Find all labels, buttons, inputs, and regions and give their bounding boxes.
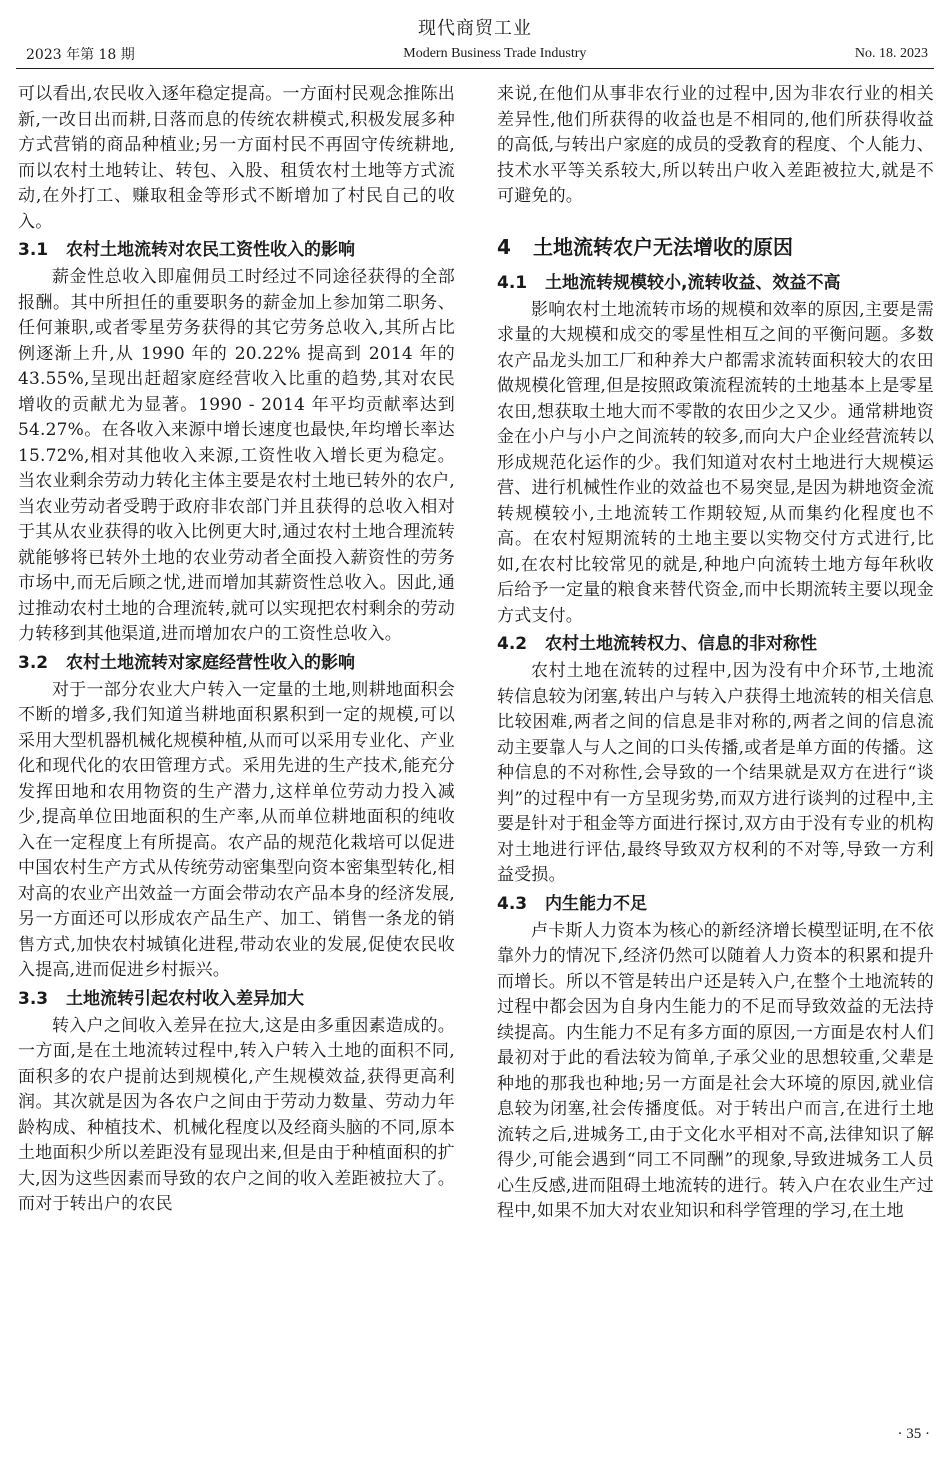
section-heading-4-2 [497,629,934,659]
paragraph: 对于一部分农业大户转入一定量的土地,则耕地面积会不断的增多,我们知道当耕地面积累积到一定的规模,可以采用大型机器机械化规模种植,从而可以采用专业化、产业化和现代化的农田管理方式。采用先进的生产技术,能充分发挥田地和农用物资的生产潜力,这样单位劳动力投入减少,提高单位田地面积的生产率,从而单位耕地面积的纯收入在一定程度上有所提高。农产品的规范化栽培可以促进中国农村生产方式从传统劳动密集型向资本密集型转化,相对高的农业产出效益一方面会带动农产品本身的经济发展,另一方面还可以形成农产品生产、加工、销售一条龙的销售方式,加快农村城镇化进程,带动农业的发展,促使农民收入提高,进而促进乡村振兴。 [18,679,455,980]
issue-number: No. 18. 2023 [854,46,928,61]
journal-english-title: Modern Business Trade Industry [403,46,587,61]
chapter-heading-4 [497,232,934,262]
paragraph: 转入户之间收入差异在拉大,这是由多重因素造成的。一方面,是在土地流转过程中,转入户转入土地的面积不同,面积多的农户提前达到规模化,产生规模效益,获得更高利润。其次就是因为各农户之间由于劳动力数量、劳动力年龄构成、种植技术、机械化程度以及经商头脑的不同,原本土地面积少所以差距没有显现出来,但是由于种植面积的扩大,因为这些因素而导致的农户之间的收入差距被拉大了。而对于转出户的农民 [18,1015,455,1214]
journal-title: 现代商贸工业 [418,18,532,39]
chapter-title: 土地流转农户无法增收的原因 [533,234,793,259]
paragraph: 卢卡斯人力资本为核心的新经济增长模型证明,在不依靠外力的情况下,经济仍然可以随着人力资本的积累和提升而增长。所以不管是转出户还是转入户,在整个土地流转的过程中都会因为自身内生能力的不足而导致效益的无法持续提高。内生能力不足有多方面的原因,一方面是农村人们最初对于此的看法较为简单,子承父业的思想较重,父辈是种地的那我也种地;另一方面是社会大环境的原因,就业信息较为闭塞,社会传播度低。对于转出户而言,在进行土地流转之后,进城务工,由于文化水平相对不高,法律知识了解得少,可能会遇到“同工不同酬”的现象,导致进城务工人员心生反感,进而阻碍土地流转的进行。转入户在农业生产过程中,如果不加大对农业知识和科学管理的学习,在土地 [497,920,934,1221]
section-number: 4.1 [497,272,528,293]
section-title: 农村土地流转对家庭经营性收入的影响 [66,652,355,673]
section-number: 3.3 [18,988,49,1009]
header-rule [16,68,934,69]
running-header [0,0,950,68]
right-column [497,82,934,1225]
paragraph: 可以看出,农民收入逐年稳定提高。一方面村民观念推陈出新,一改日出而耕,日落而息的传统农耕模式,积极发展多种方式营销的商品种植业;另一方面村民不再固守传统耕地,而以农村土地转让、转包、入股、租赁农村土地等方式流动,在外打工、赚取租金等形式不断增加了村民自己的收入。 [18,84,455,232]
section-title: 农村土地流转权力、信息的非对称性 [545,634,817,654]
section-heading-3-1 [18,235,455,265]
section-number: 3.2 [18,652,49,673]
paragraph: 影响农村土地流转市场的规模和效率的原因,主要是需求量的大规模和成交的零星性相互之间的平衡问题。多数农产品龙头加工厂和种养大户都需求流转面积较大的农田做规模化管理,但是按照政策流程流转的土地基本上是零星农田,想获取土地大而不零散的农田少之又少。通常耕地资金在小户与小户之间流转的较多,而向大户企业经营流转以形成规范化运作的少。我们知道对农村土地进行大规模运营、进行机械性作业的效益也不易突显,是因为耕地资金流转规模较小,土地流转工作期较短,从而集约化程度也不高。在农村短期流转的土地主要以实物交付方式进行,比如,在农村比较常见的就是,种地户向流转土地方每年秋收后给予一定量的粮食来替代资金,而中长期流转主要以现金方式支付。 [497,299,934,626]
header-meta-row [26,44,928,64]
chapter-number: 4 [497,234,511,259]
section-heading-3-3 [18,984,455,1014]
left-column [18,82,455,1218]
section-title: 内生能力不足 [545,893,647,914]
section-heading-4-1 [497,268,934,298]
section-title: 土地流转引起农村收入差异加大 [66,988,304,1009]
section-number: 4.2 [497,634,528,654]
paragraph: 来说,在他们从事非农行业的过程中,因为非农行业的相关差异性,他们所获得的收益也是不相同的,他们所获得收益的高低,与转出户家庭的成员的受教育的程度、个人能力、技术水平等关系较大,所以转出户收入差距被拉大,就是不可避免的。 [497,84,934,206]
section-heading-3-2 [18,648,455,678]
paragraph: 农村土地在流转的过程中,因为没有中介环节,土地流转信息较为闭塞,转出户与转入户获得土地流转的相关信息比较困难,两者之间的信息是非对称的,两者之间的信息流动主要靠人与人之间的口头传播,或者是单方面的传播。这种信息的不对称性,会导致的一个结果就是双方在进行“谈判”的过程中有一方呈现劣势,而双方进行谈判的过程中,主要是针对于租金等方面进行探讨,双方由于没有专业的机构对土地进行评估,最终导致双方权利的不对等,导致一方利益受损。 [497,661,934,885]
paragraph: 薪金性总收入即雇佣员工时经过不同途径获得的全部报酬。其中所担任的重要职务的薪金加上参加第二职务、任何兼职,或者零星劳务获得的其它劳务总收入,其所占比例逐渐上升,从 1990 年的 20.22% 提高到 2014 年的 43.55%,呈现出赶超家庭经营收入比重的趋势,其对农民增收的贡献尤为显著。1990 - 2014 年平均贡献率达到 54.27%。在各收入来源中增长速度也最快,年均增长率达 15.72%,相对其他收入来源,工资性收入增长更为稳定。当农业剩余劳动力转化主体主要是农村土地已转外的农户,当农业劳动者受聘于政府非农部门并且获得的总收入相对于其从农业获得的收入比例更大时,通过农村土地合理流转就能够将已转外土地的农业劳动者全面投入薪资性的劳务市场中,而无后顾之忧,进而增加其薪资性总收入。因此,通过推动农村土地的合理流转,就可以实现把农村剩余的劳动力转移到其他渠道,进而增加农户的工资性总收入。 [18,267,455,644]
section-heading-4-3 [497,889,934,919]
issue-label: 2023 年第 18 期 [26,47,135,63]
page-number: · 35 · [897,1426,930,1442]
section-number: 3.1 [18,240,49,260]
section-title: 农村土地流转对农民工资性收入的影响 [66,240,355,260]
section-number: 4.3 [497,893,528,914]
section-title: 土地流转规模较小,流转收益、效益不高 [545,272,841,293]
